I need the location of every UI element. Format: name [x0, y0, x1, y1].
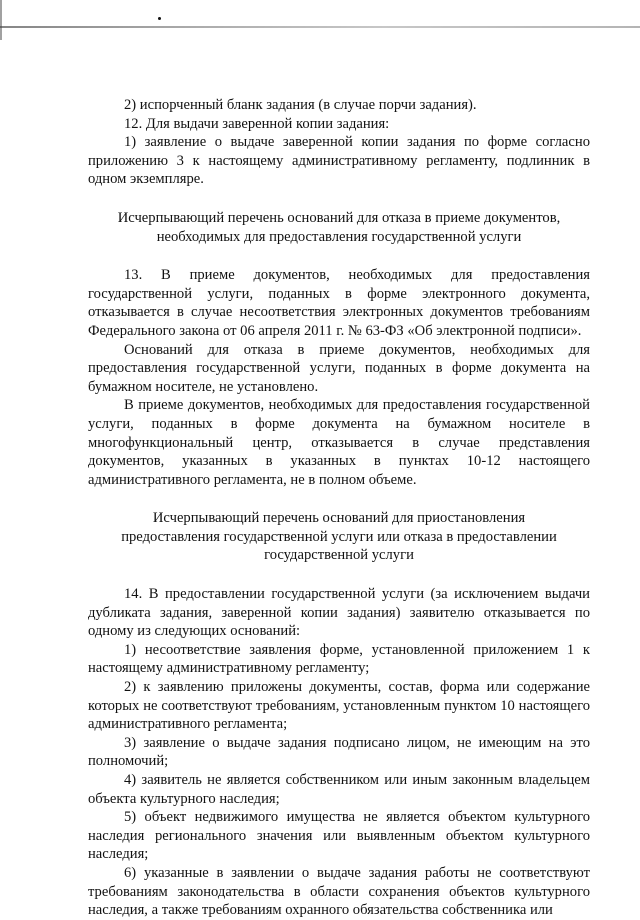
- paragraph-item-14: 14. В предоставлении государственной услуги (за исключением выдачи дубликата задания, заверенной копии задания) заявителю отказывается по одному из следующих оснований:: [88, 586, 590, 640]
- heading-line: государственной услуги: [264, 547, 414, 564]
- section-heading-suspension-refusal: [88, 509, 590, 565]
- list-item-1: 1) несоответствие заявления форме, установленной приложением 1 к настоящему административному регламенту;: [88, 641, 590, 677]
- scan-edge-line: [0, 26, 640, 28]
- scan-dust-dot: [158, 17, 161, 20]
- paragraph-item-12: 12. Для выдачи заверенной копии задания:: [124, 115, 390, 132]
- paragraph-item-13: 13. В приеме документов, необходимых для предоставления государственной услуги, поданных в форме электронного документа, отказывается в случае несоответствия электронных документов требованиям Федерального закона от 06 апреля 2011 г. № 63-ФЗ «Об электронной подписи».: [88, 267, 590, 339]
- list-item-3: 3) заявление о выдаче задания подписано лицом, не имеющим на это полномочий;: [88, 734, 590, 770]
- heading-line: необходимых для предоставления государственной услуги: [156, 228, 522, 245]
- paragraph-certified-copy-application: 1) заявление о выдаче заверенной копии задания по форме согласно приложению 3 к настоящему административному регламенту, подлинник в одном экземпляре.: [88, 134, 590, 188]
- list-item-6: 6) указанные в заявлении о выдаче задания работы не соответствуют требованиям законодательства в области сохранения объектов культурного наследия, а также требованиям охранного обязательства собственника или: [88, 864, 590, 919]
- document-body: [88, 96, 590, 920]
- heading-line: Исчерпывающий перечень оснований для отказа в приеме документов,: [117, 209, 561, 226]
- heading-line: Исчерпывающий перечень оснований для приостановления: [152, 510, 526, 527]
- paragraph-no-grounds-paper: Оснований для отказа в приеме документов, необходимых для предоставления государственной услуги, поданных в форме документа на бумажном носителе, не установлено.: [88, 341, 590, 395]
- list-item-5: 5) объект недвижимого имущества не является объектом культурного наследия регионального значения или выявленным объектом культурного наследия;: [88, 809, 590, 863]
- section-heading-refusal-acceptance: [88, 209, 590, 246]
- paragraph-mfc-refusal: В приеме документов, необходимых для предоставления государственной услуги, поданных в форме документа на бумажном носителе в многофункциональный центр, отказывается в случае представления документов, указанных в указанных в пунктах 10-12 настоящего административного регламента, не в полном объеме.: [88, 397, 590, 488]
- heading-line: предоставления государственной услуги или отказа в предоставлении: [121, 528, 557, 545]
- paragraph-spoiled-form: 2) испорченный бланк задания (в случае порчи задания).: [124, 97, 477, 113]
- scan-edge-mark: [0, 0, 2, 40]
- list-item-2: 2) к заявлению приложены документы, состав, форма или содержание которых не соответствуют требованиям, установленным пунктом 10 настоящего административного регламента;: [88, 679, 590, 733]
- list-item-4: 4) заявитель не является собственником или иным законным владельцем объекта культурного наследия;: [88, 772, 590, 807]
